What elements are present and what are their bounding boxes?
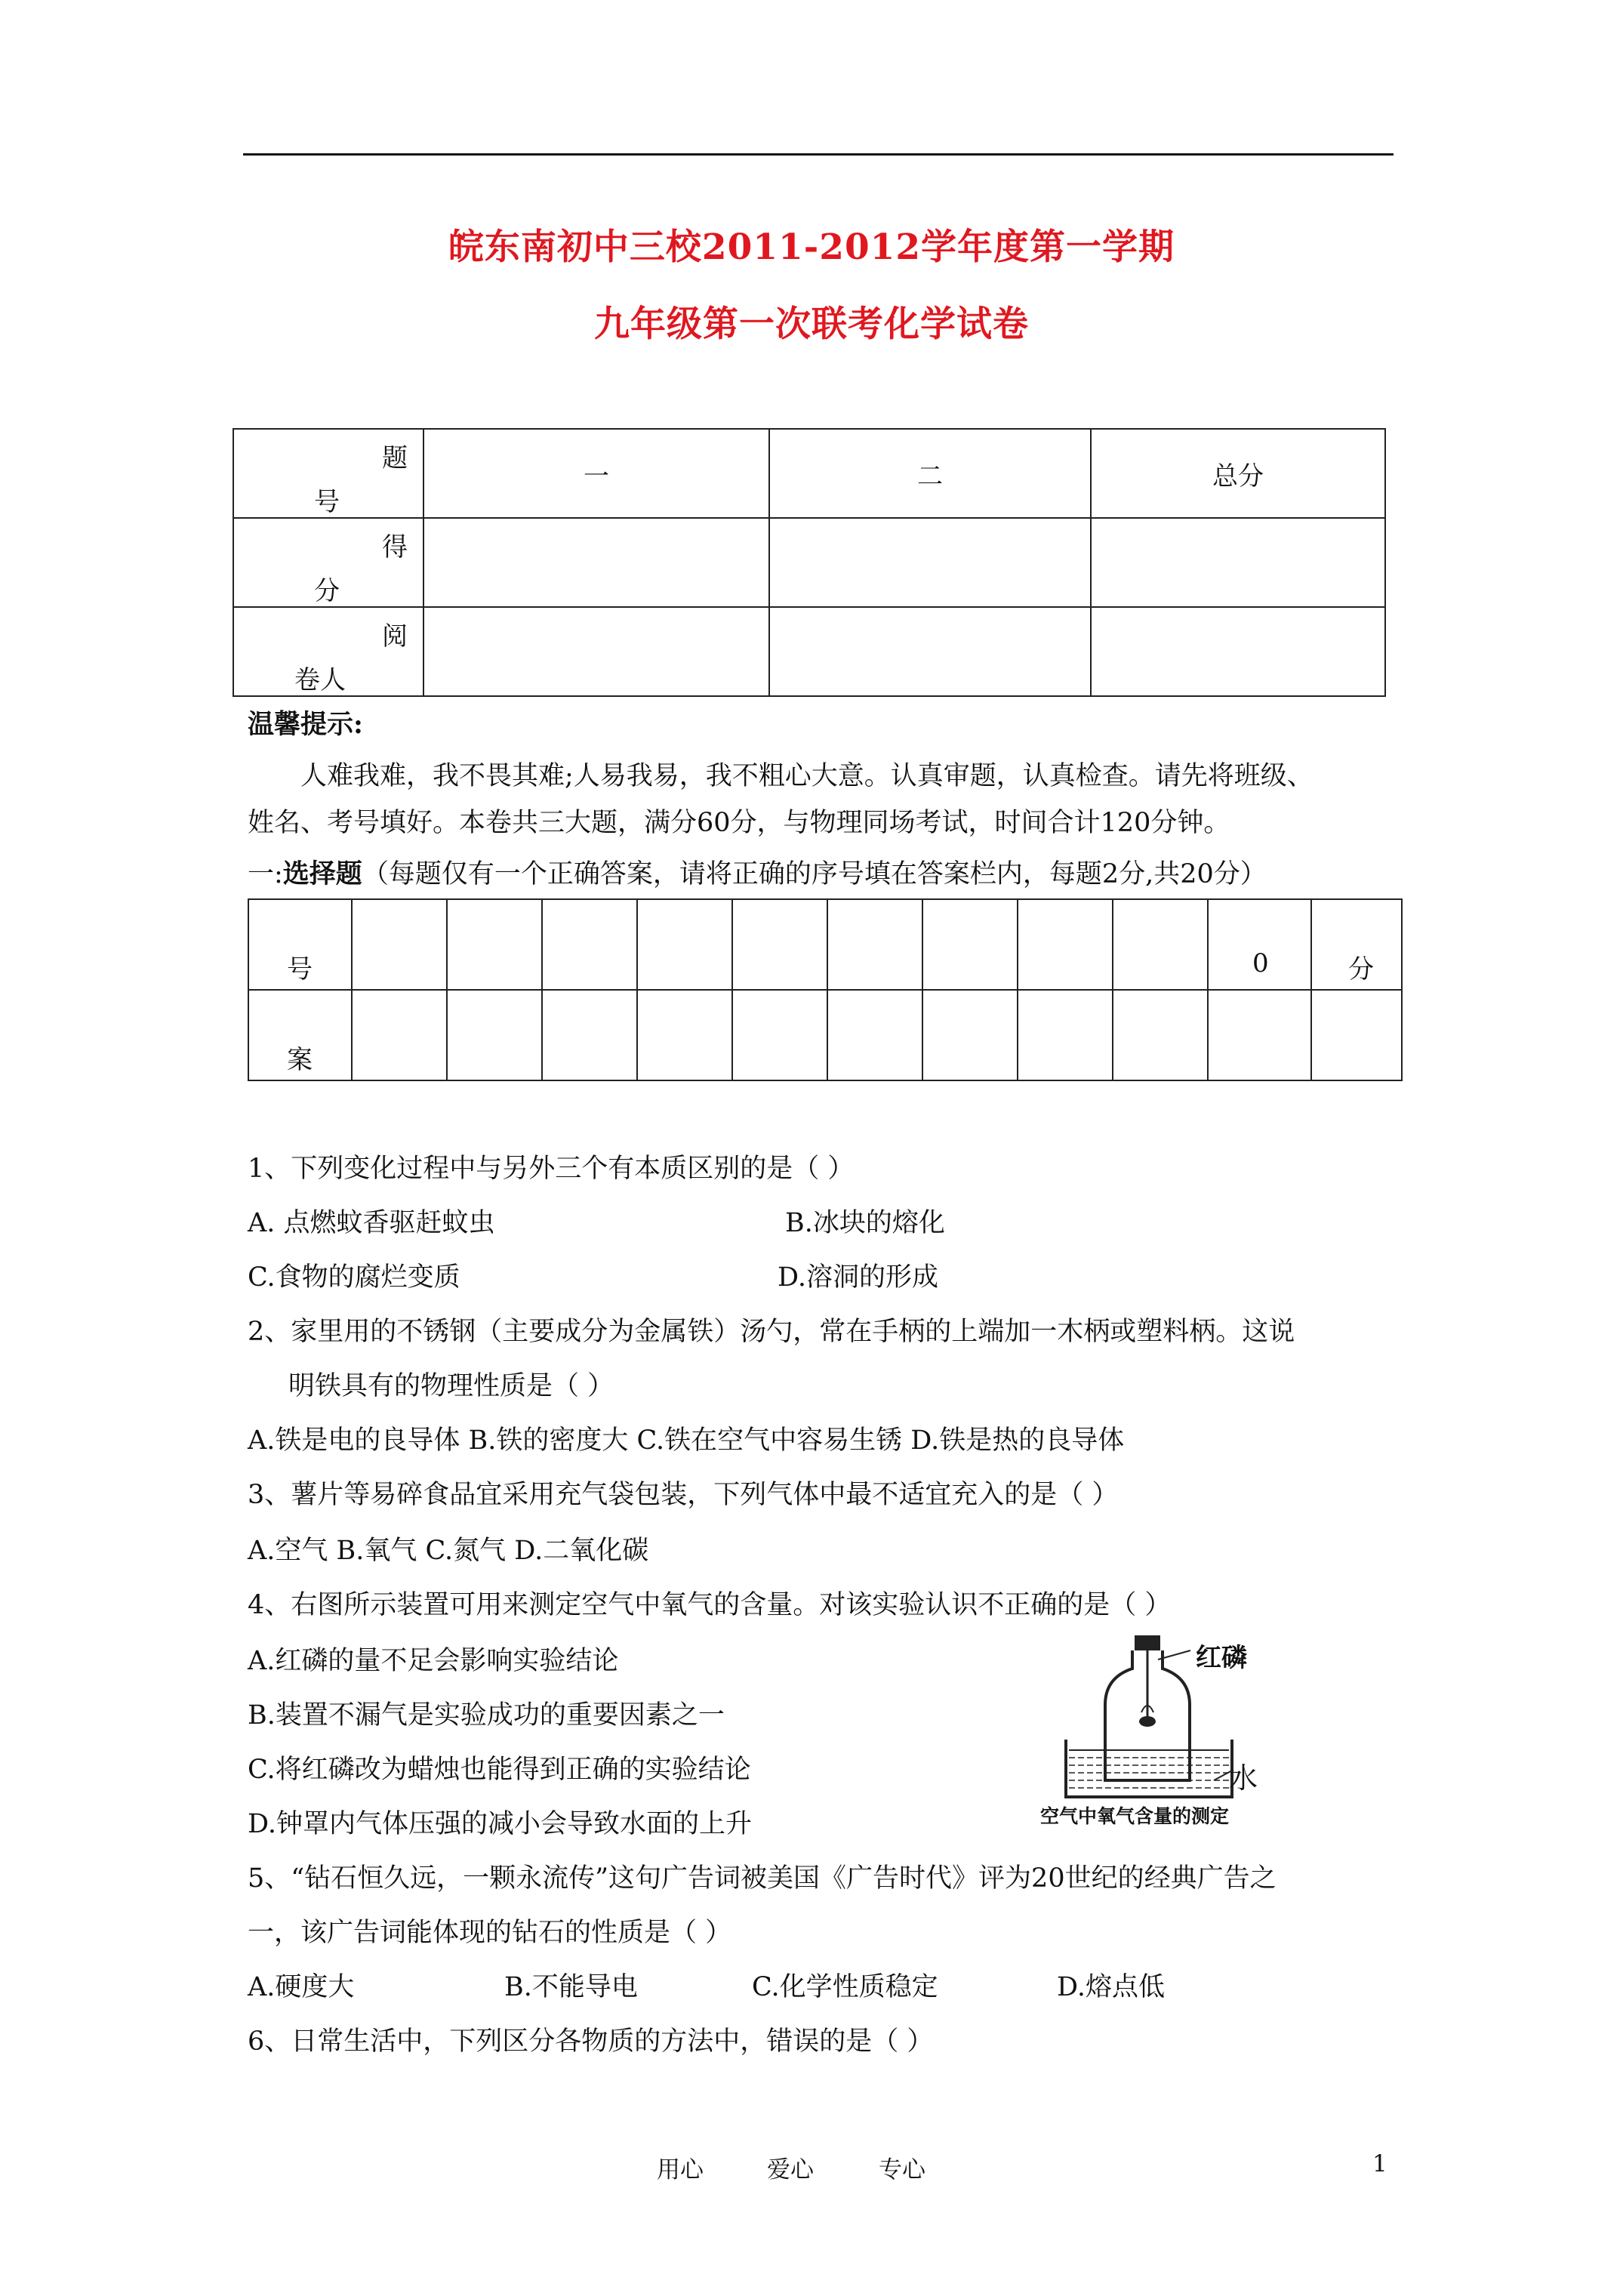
score-table	[233, 428, 1386, 697]
answer-number-cell	[1018, 899, 1113, 990]
q2-options: A.铁是电的良导体 B.铁的密度大 C.铁在空气中容易生锈 D.铁是热的良导体	[248, 1425, 1125, 1456]
q5-stem-line2: 一，该广告词能体现的钻石的性质是（ ）	[248, 1918, 732, 1948]
notice-line1: 人难我难，我不畏其难;人易我易，我不粗心大意。认真审题，认真检查。请先将班级、	[300, 761, 1313, 791]
q3-stem: 3、薯片等易碎食品宜采用充气袋包装，下列气体中最不适宜充入的是（ ）	[248, 1480, 1119, 1510]
answer-cell[interactable]	[827, 990, 922, 1080]
grader-cell[interactable]	[769, 607, 1091, 696]
footer-motto-1: 用心	[657, 2156, 704, 2184]
answer-cell[interactable]	[447, 990, 542, 1080]
q4-option-b: B.装置不漏气是实验成功的重要因素之一	[248, 1700, 725, 1730]
footer-motto-3: 专心	[879, 2156, 925, 2184]
row-header-cell: 题 号	[233, 429, 423, 518]
grader-cell[interactable]	[423, 607, 769, 696]
answer-cell[interactable]	[352, 990, 447, 1080]
answer-number-cell	[1113, 899, 1208, 990]
section1-heading	[248, 859, 1267, 889]
q2-stem-line2: 明铁具有的物理性质是（ ）	[288, 1371, 614, 1401]
answer-cell[interactable]	[1018, 990, 1113, 1080]
q2-stem-line1: 2、家里用的不锈钢（主要成分为金属铁）汤勺，常在手柄的上端加一木柄或塑料柄。这说	[248, 1317, 1295, 1347]
answer-number-cell	[637, 899, 732, 990]
answer-total-cell[interactable]	[1311, 990, 1402, 1080]
grader-cell[interactable]	[1091, 607, 1385, 696]
answer-number-cell	[447, 899, 542, 990]
q1-stem: 1、下列变化过程中与另外三个有本质区别的是（ ）	[248, 1154, 855, 1184]
q5-option-d: D.熔点低	[1057, 1972, 1165, 2002]
q4-option-d: D.钟罩内气体压强的减小会导致水面的上升	[248, 1809, 752, 1839]
row-header-cell: 阅 卷人	[233, 607, 423, 696]
score-cell[interactable]	[769, 518, 1091, 607]
q5-option-b: B.不能导电	[504, 1972, 638, 2002]
exam-title-line1: 皖东南初中三校2011-2012学年度第一学期	[448, 227, 1175, 268]
answer-cell[interactable]	[1208, 990, 1311, 1080]
label-water: 水	[1229, 1761, 1258, 1795]
section1-label: 选择题	[282, 858, 362, 889]
answer-cell[interactable]	[542, 990, 637, 1080]
answer-row-header: 号	[248, 899, 352, 990]
row-header-cell: 得 分	[233, 518, 423, 607]
footer-motto-2: 爱心	[767, 2156, 814, 2184]
section1-note: （每题仅有一个正确答案，请将正确的序号填在答案栏内，每题2分,共20分）	[362, 859, 1267, 889]
answer-cell[interactable]	[732, 990, 827, 1080]
page-number: 1	[1372, 2150, 1387, 2177]
answer-cell[interactable]	[1113, 990, 1208, 1080]
notice-line2: 姓名、考号填好。本卷共三大题，满分60分，与物理同场考试，时间合计120分钟。	[248, 808, 1230, 838]
exam-title-line2: 九年级第一次联考化学试卷	[594, 304, 1029, 345]
score-row-grader	[233, 607, 1385, 696]
answer-total-header: 分	[1311, 899, 1402, 990]
column-header-1: 一	[423, 429, 769, 518]
q6-stem: 6、日常生活中，下列区分各物质的方法中，错误的是（ ）	[248, 2026, 934, 2057]
q3-options: A.空气 B.氧气 C.氮气 D.二氧化碳	[248, 1536, 649, 1566]
label-red-phosphorus: 红磷	[1196, 1643, 1247, 1673]
answer-row-answers	[248, 990, 1402, 1080]
oxygen-experiment-figure	[1036, 1629, 1285, 1827]
score-row-score	[233, 518, 1385, 607]
notice-heading: 温馨提示:	[248, 709, 363, 740]
answer-row-header: 案	[248, 990, 352, 1080]
answer-number-cell	[827, 899, 922, 990]
answer-row-number	[248, 899, 1402, 990]
section1-prefix: 一:	[248, 859, 283, 889]
column-header-2: 二	[769, 429, 1091, 518]
header-rule	[243, 153, 1394, 156]
answer-table	[248, 898, 1403, 1081]
score-row-question-number	[233, 429, 1385, 518]
answer-number-cell	[542, 899, 637, 990]
q4-option-c: C.将红磷改为蜡烛也能得到正确的实验结论	[248, 1755, 751, 1785]
q4-option-a: A.红磷的量不足会影响实验结论	[248, 1646, 619, 1676]
answer-number-cell-10: 0	[1208, 899, 1311, 990]
q1-option-b: B.冰块的熔化	[785, 1208, 945, 1238]
q4-stem: 4、右图所示装置可用来测定空气中氧气的含量。对该实验认识不正确的是（ ）	[248, 1590, 1172, 1620]
answer-cell[interactable]	[922, 990, 1018, 1080]
score-cell[interactable]	[1091, 518, 1385, 607]
figure-caption: 空气中氧气含量的测定	[1040, 1805, 1230, 1827]
q1-option-c: C.食物的腐烂变质	[248, 1262, 460, 1293]
q1-option-d: D.溶洞的形成	[778, 1262, 938, 1293]
q5-option-a: A.硬度大	[248, 1972, 355, 2002]
answer-number-cell	[352, 899, 447, 990]
q5-option-c: C.化学性质稳定	[752, 1972, 938, 2002]
column-header-total: 总分	[1091, 429, 1385, 518]
answer-cell[interactable]	[637, 990, 732, 1080]
q1-option-a: A. 点燃蚊香驱赶蚊虫	[248, 1208, 495, 1238]
score-cell[interactable]	[423, 518, 769, 607]
answer-number-cell	[922, 899, 1018, 990]
q5-stem-line1: 5、“钻石恒久远，一颗永流传”这句广告词被美国《广告时代》评为20世纪的经典广告之	[248, 1863, 1277, 1894]
answer-number-cell	[732, 899, 827, 990]
